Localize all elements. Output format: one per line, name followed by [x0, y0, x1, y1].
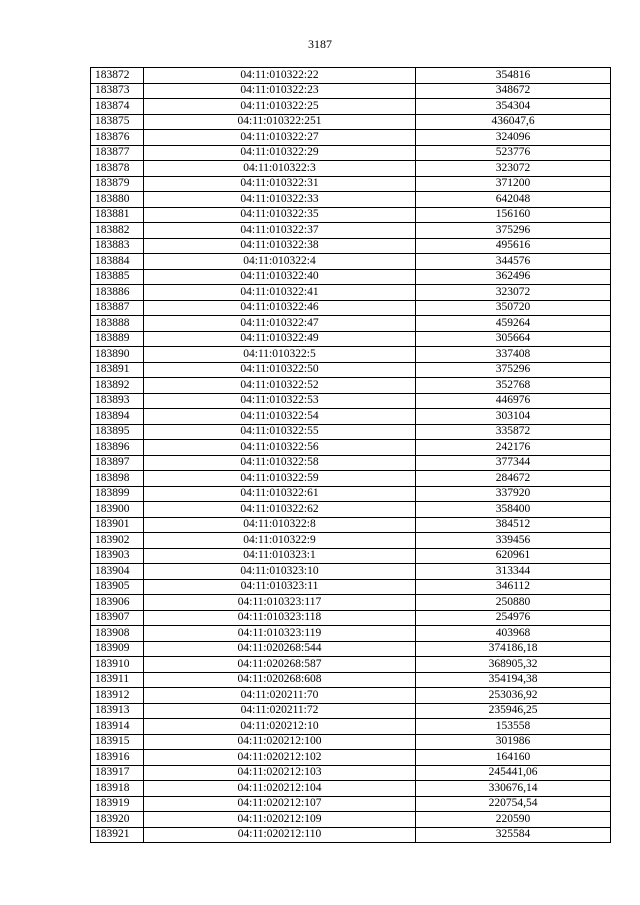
- value-cell: 375296: [416, 223, 611, 239]
- value-cell: 348672: [416, 83, 611, 99]
- row-number-cell: 183915: [91, 734, 144, 750]
- row-number-cell: 183909: [91, 641, 144, 657]
- table-row: [91, 688, 611, 704]
- value-cell: 642048: [416, 192, 611, 208]
- row-number-cell: 183887: [91, 300, 144, 316]
- row-number-cell: 183880: [91, 192, 144, 208]
- table-row: [91, 765, 611, 781]
- table-row: [91, 595, 611, 611]
- page-number: 3187: [308, 37, 332, 51]
- value-cell: 156160: [416, 207, 611, 223]
- row-number-cell: 183895: [91, 424, 144, 440]
- value-cell: 153558: [416, 719, 611, 735]
- table-row: [91, 331, 611, 347]
- row-number-cell: 183911: [91, 672, 144, 688]
- row-number-cell: 183882: [91, 223, 144, 239]
- cadastral-number-cell: 04:11:010323:117: [144, 595, 416, 611]
- table-row: [91, 533, 611, 549]
- cadastral-number-cell: 04:11:010322:41: [144, 285, 416, 301]
- value-cell: 620961: [416, 548, 611, 564]
- value-cell: 384512: [416, 517, 611, 533]
- cadastral-number-cell: 04:11:010322:23: [144, 83, 416, 99]
- row-number-cell: 183876: [91, 130, 144, 146]
- row-number-cell: 183901: [91, 517, 144, 533]
- cadastral-number-cell: 04:11:010322:56: [144, 440, 416, 456]
- value-cell: 323072: [416, 285, 611, 301]
- value-cell: 313344: [416, 564, 611, 580]
- value-cell: 375296: [416, 362, 611, 378]
- cadastral-number-cell: 04:11:010322:54: [144, 409, 416, 425]
- value-cell: 495616: [416, 238, 611, 254]
- row-number-cell: 183906: [91, 595, 144, 611]
- table-row: [91, 161, 611, 177]
- table-row: [91, 657, 611, 673]
- value-cell: 335872: [416, 424, 611, 440]
- cadastral-number-cell: 04:11:020212:10: [144, 719, 416, 735]
- cadastral-number-cell: 04:11:020212:104: [144, 781, 416, 797]
- table-row: [91, 362, 611, 378]
- table-row: [91, 285, 611, 301]
- cadastral-number-cell: 04:11:020212:103: [144, 765, 416, 781]
- row-number-cell: 183874: [91, 99, 144, 115]
- cadastral-number-cell: 04:11:010323:1: [144, 548, 416, 564]
- table-row: [91, 393, 611, 409]
- value-cell: 330676,14: [416, 781, 611, 797]
- row-number-cell: 183888: [91, 316, 144, 332]
- table-row: [91, 192, 611, 208]
- table-row: [91, 626, 611, 642]
- cadastral-number-cell: 04:11:020268:608: [144, 672, 416, 688]
- cadastral-number-cell: 04:11:010322:31: [144, 176, 416, 192]
- value-cell: 377344: [416, 455, 611, 471]
- row-number-cell: 183891: [91, 362, 144, 378]
- row-number-cell: 183878: [91, 161, 144, 177]
- row-number-cell: 183905: [91, 579, 144, 595]
- value-cell: 344576: [416, 254, 611, 270]
- row-number-cell: 183919: [91, 796, 144, 812]
- table-row: [91, 440, 611, 456]
- value-cell: 436047,6: [416, 114, 611, 130]
- table-row: [91, 471, 611, 487]
- row-number-cell: 183889: [91, 331, 144, 347]
- row-number-cell: 183875: [91, 114, 144, 130]
- value-cell: 346112: [416, 579, 611, 595]
- value-cell: 253036,92: [416, 688, 611, 704]
- cadastral-number-cell: 04:11:010323:10: [144, 564, 416, 580]
- table-row: [91, 68, 611, 84]
- cadastral-number-cell: 04:11:010323:118: [144, 610, 416, 626]
- value-cell: 164160: [416, 750, 611, 766]
- table-row: [91, 378, 611, 394]
- cadastral-number-cell: 04:11:010322:5: [144, 347, 416, 363]
- cadastral-number-cell: 04:11:010323:119: [144, 626, 416, 642]
- cadastral-number-cell: 04:11:020212:107: [144, 796, 416, 812]
- row-number-cell: 183908: [91, 626, 144, 642]
- table-row: [91, 238, 611, 254]
- value-cell: 350720: [416, 300, 611, 316]
- value-cell: 354304: [416, 99, 611, 115]
- row-number-cell: 183910: [91, 657, 144, 673]
- row-number-cell: 183884: [91, 254, 144, 270]
- value-cell: 368905,32: [416, 657, 611, 673]
- value-cell: 362496: [416, 269, 611, 285]
- table-row: [91, 703, 611, 719]
- value-cell: 254976: [416, 610, 611, 626]
- cadastral-number-cell: 04:11:010322:50: [144, 362, 416, 378]
- row-number-cell: 183913: [91, 703, 144, 719]
- row-number-cell: 183917: [91, 765, 144, 781]
- value-cell: 303104: [416, 409, 611, 425]
- cadastral-number-cell: 04:11:010322:55: [144, 424, 416, 440]
- table-row: [91, 486, 611, 502]
- row-number-cell: 183877: [91, 145, 144, 161]
- cadastral-number-cell: 04:11:010322:59: [144, 471, 416, 487]
- table-row: [91, 517, 611, 533]
- cadastral-number-cell: 04:11:010322:61: [144, 486, 416, 502]
- row-number-cell: 183903: [91, 548, 144, 564]
- cadastral-number-cell: 04:11:010322:3: [144, 161, 416, 177]
- table-body: [91, 68, 611, 843]
- cadastral-number-cell: 04:11:020212:110: [144, 827, 416, 843]
- table-row: [91, 347, 611, 363]
- row-number-cell: 183898: [91, 471, 144, 487]
- row-number-cell: 183872: [91, 68, 144, 84]
- row-number-cell: 183912: [91, 688, 144, 704]
- cadastral-number-cell: 04:11:010322:47: [144, 316, 416, 332]
- row-number-cell: 183885: [91, 269, 144, 285]
- table-row: [91, 300, 611, 316]
- row-number-cell: 183873: [91, 83, 144, 99]
- table-row: [91, 750, 611, 766]
- row-number-cell: 183907: [91, 610, 144, 626]
- cadastral-number-cell: 04:11:010322:251: [144, 114, 416, 130]
- row-number-cell: 183900: [91, 502, 144, 518]
- cadastral-number-cell: 04:11:010322:25: [144, 99, 416, 115]
- value-cell: 337408: [416, 347, 611, 363]
- table-row: [91, 130, 611, 146]
- value-cell: 339456: [416, 533, 611, 549]
- value-cell: 371200: [416, 176, 611, 192]
- cadastral-number-cell: 04:11:020268:544: [144, 641, 416, 657]
- cadastral-number-cell: 04:11:010322:46: [144, 300, 416, 316]
- cadastral-number-cell: 04:11:020212:100: [144, 734, 416, 750]
- row-number-cell: 183881: [91, 207, 144, 223]
- value-cell: 352768: [416, 378, 611, 394]
- row-number-cell: 183902: [91, 533, 144, 549]
- row-number-cell: 183920: [91, 812, 144, 828]
- table-row: [91, 579, 611, 595]
- row-number-cell: 183897: [91, 455, 144, 471]
- table-row: [91, 316, 611, 332]
- table-row: [91, 223, 611, 239]
- table-row: [91, 610, 611, 626]
- cadastral-number-cell: 04:11:010322:53: [144, 393, 416, 409]
- cadastral-number-cell: 04:11:020268:587: [144, 657, 416, 673]
- cadastral-table: [90, 67, 611, 843]
- value-cell: 284672: [416, 471, 611, 487]
- row-number-cell: 183893: [91, 393, 144, 409]
- cadastral-number-cell: 04:11:010322:9: [144, 533, 416, 549]
- value-cell: 242176: [416, 440, 611, 456]
- cadastral-number-cell: 04:11:010322:35: [144, 207, 416, 223]
- table-row: [91, 796, 611, 812]
- row-number-cell: 183904: [91, 564, 144, 580]
- row-number-cell: 183892: [91, 378, 144, 394]
- value-cell: 250880: [416, 595, 611, 611]
- row-number-cell: 183914: [91, 719, 144, 735]
- row-number-cell: 183918: [91, 781, 144, 797]
- value-cell: 523776: [416, 145, 611, 161]
- table-row: [91, 145, 611, 161]
- table-row: [91, 734, 611, 750]
- value-cell: 403968: [416, 626, 611, 642]
- table-row: [91, 409, 611, 425]
- cadastral-number-cell: 04:11:020211:70: [144, 688, 416, 704]
- value-cell: 354816: [416, 68, 611, 84]
- value-cell: 305664: [416, 331, 611, 347]
- value-cell: 354194,38: [416, 672, 611, 688]
- value-cell: 325584: [416, 827, 611, 843]
- cadastral-number-cell: 04:11:020212:109: [144, 812, 416, 828]
- cadastral-number-cell: 04:11:010322:4: [144, 254, 416, 270]
- cadastral-number-cell: 04:11:010322:38: [144, 238, 416, 254]
- table-row: [91, 176, 611, 192]
- cadastral-number-cell: 04:11:010322:37: [144, 223, 416, 239]
- table-row: [91, 455, 611, 471]
- cadastral-number-cell: 04:11:010322:52: [144, 378, 416, 394]
- row-number-cell: 183879: [91, 176, 144, 192]
- cadastral-number-cell: 04:11:010322:22: [144, 68, 416, 84]
- cadastral-number-cell: 04:11:010322:62: [144, 502, 416, 518]
- table-row: [91, 502, 611, 518]
- table-row: [91, 99, 611, 115]
- cadastral-number-cell: 04:11:010323:11: [144, 579, 416, 595]
- table-row: [91, 207, 611, 223]
- table-row: [91, 641, 611, 657]
- row-number-cell: 183916: [91, 750, 144, 766]
- value-cell: 358400: [416, 502, 611, 518]
- table-row: [91, 672, 611, 688]
- table-row: [91, 114, 611, 130]
- cadastral-number-cell: 04:11:010322:8: [144, 517, 416, 533]
- row-number-cell: 183886: [91, 285, 144, 301]
- cadastral-number-cell: 04:11:010322:27: [144, 130, 416, 146]
- table-row: [91, 269, 611, 285]
- row-number-cell: 183883: [91, 238, 144, 254]
- cadastral-number-cell: 04:11:010322:40: [144, 269, 416, 285]
- value-cell: 374186,18: [416, 641, 611, 657]
- value-cell: 337920: [416, 486, 611, 502]
- cadastral-number-cell: 04:11:020211:72: [144, 703, 416, 719]
- value-cell: 323072: [416, 161, 611, 177]
- value-cell: 220590: [416, 812, 611, 828]
- row-number-cell: 183921: [91, 827, 144, 843]
- row-number-cell: 183890: [91, 347, 144, 363]
- table-row: [91, 827, 611, 843]
- cadastral-number-cell: 04:11:010322:58: [144, 455, 416, 471]
- value-cell: 220754,54: [416, 796, 611, 812]
- table-row: [91, 83, 611, 99]
- row-number-cell: 183894: [91, 409, 144, 425]
- table-row: [91, 812, 611, 828]
- value-cell: 459264: [416, 316, 611, 332]
- table-row: [91, 781, 611, 797]
- row-number-cell: 183899: [91, 486, 144, 502]
- table-row: [91, 254, 611, 270]
- table-row: [91, 424, 611, 440]
- table-row: [91, 719, 611, 735]
- cadastral-number-cell: 04:11:010322:29: [144, 145, 416, 161]
- value-cell: 324096: [416, 130, 611, 146]
- cadastral-number-cell: 04:11:020212:102: [144, 750, 416, 766]
- value-cell: 446976: [416, 393, 611, 409]
- row-number-cell: 183896: [91, 440, 144, 456]
- value-cell: 301986: [416, 734, 611, 750]
- value-cell: 235946,25: [416, 703, 611, 719]
- cadastral-number-cell: 04:11:010322:33: [144, 192, 416, 208]
- table-row: [91, 548, 611, 564]
- value-cell: 245441,06: [416, 765, 611, 781]
- cadastral-number-cell: 04:11:010322:49: [144, 331, 416, 347]
- table-row: [91, 564, 611, 580]
